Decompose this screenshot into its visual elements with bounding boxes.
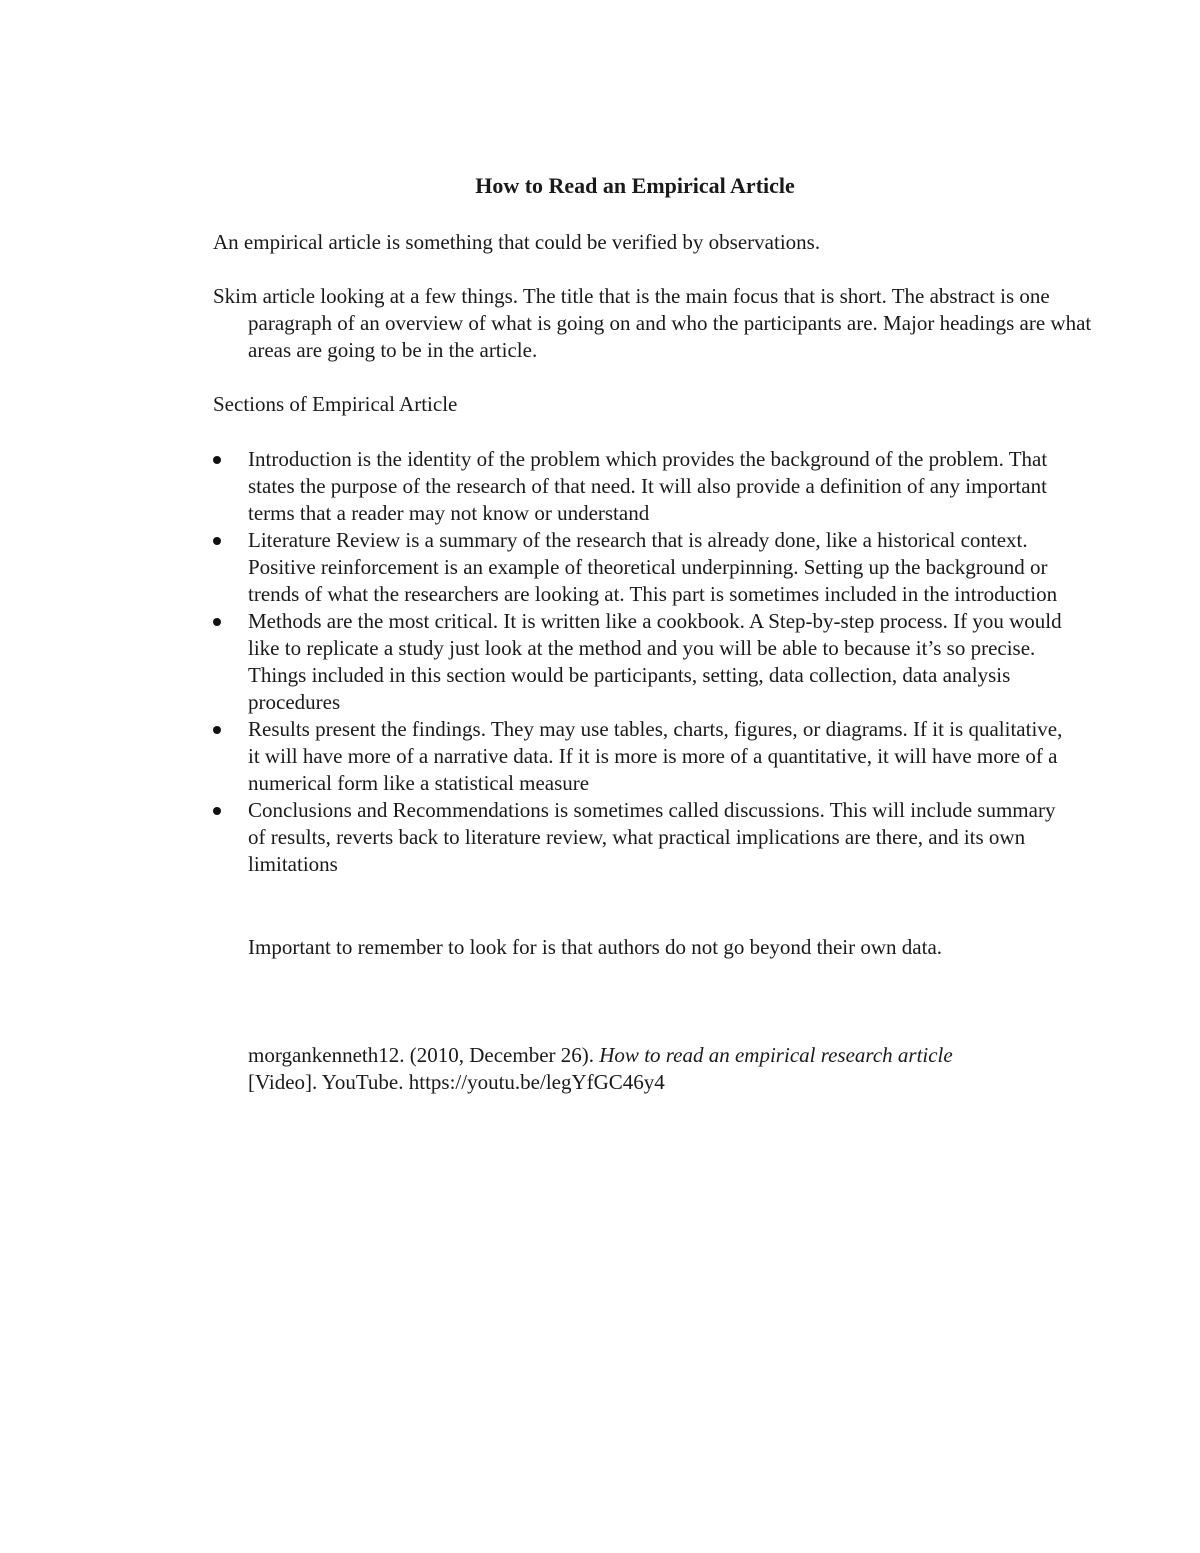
section-results: Results present the findings. They may use tables, charts, figures, or diagrams. If it is qualitative, it will have more of a narrative data. If it is more is more of a quantitative, it will have more of a numerical form like a statistical measure [248, 717, 1063, 795]
citation-author-date: morgankenneth12. (2010, December 26). [248, 1043, 600, 1067]
bullet-icon [213, 537, 221, 545]
list-item [213, 608, 1073, 716]
citation-source: [Video]. YouTube. https://youtu.be/legYfGC46y4 [248, 1070, 665, 1094]
list-item [213, 716, 1073, 797]
sections-list [213, 446, 1073, 878]
section-conclusions: Conclusions and Recommendations is sometimes called discussions. This will include summary of results, reverts back to literature review, what practical implications are there, and its own limitations [248, 798, 1056, 876]
bullet-icon [213, 618, 221, 626]
sections-heading: Sections of Empirical Article [213, 392, 458, 416]
list-item [213, 446, 1073, 527]
document-title: How to Read an Empirical Article [475, 173, 795, 198]
skim-paragraph: Skim article looking at a few things. The title that is the main focus that is short. The abstract is one paragraph of an overview of what is going on and who the participants are. Major headings are what areas are going to be in the article. [213, 284, 1092, 362]
section-introduction: Introduction is the identity of the problem which provides the background of the problem. That states the purpose of the research of that need. It will also provide a definition of any important terms that a reader may not know or understand [248, 447, 1048, 525]
citation-work-title: How to read an empirical research article [599, 1043, 953, 1067]
bullet-icon [213, 726, 221, 734]
section-literature-review: Literature Review is a summary of the research that is already done, like a historical context. Positive reinforcement is an example of theoretical underpinning. Setting up the background or trends of what the researchers are looking at. This part is sometimes included in the introduction [248, 528, 1058, 606]
bullet-icon [213, 456, 221, 464]
definition-paragraph: An empirical article is something that could be verified by observations. [213, 230, 821, 254]
reminder-paragraph: Important to remember to look for is that authors do not go beyond their own data. [248, 935, 943, 959]
bullet-icon [213, 807, 221, 815]
list-item [213, 527, 1073, 608]
section-methods: Methods are the most critical. It is written like a cookbook. A Step-by-step process. If you would like to replicate a study just look at the method and you will be able to because it’s so precise. Things included in this section would be participants, setting, data collection, data analysis procedures [248, 609, 1062, 714]
citation [248, 1042, 1008, 1096]
list-item [213, 797, 1073, 878]
